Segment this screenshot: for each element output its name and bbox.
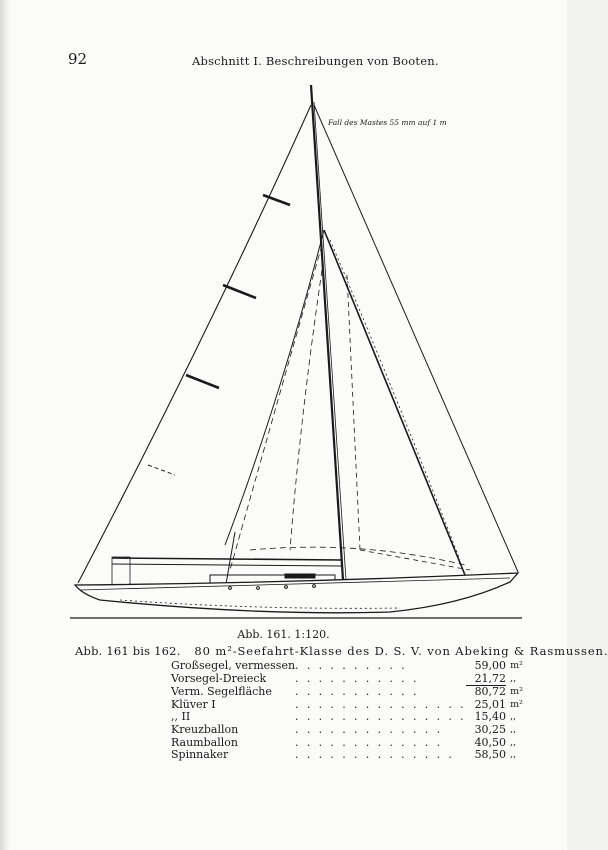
sail-name: Großsegel, vermessen xyxy=(171,659,296,672)
sail-value: 15,40 xyxy=(474,710,507,724)
sail-value: 80,72 xyxy=(474,685,507,699)
sail-plan-drawing xyxy=(60,80,530,625)
sail-name: Raumballon xyxy=(171,735,238,749)
sail-unit: m² xyxy=(510,698,523,710)
boom-end xyxy=(112,557,130,587)
sail-value: 25,01 xyxy=(474,697,507,711)
sail-name: Klüver I xyxy=(171,697,216,711)
batten-3 xyxy=(186,375,219,388)
jib-leech xyxy=(225,230,324,545)
sail-dots: . . . . . . . . . . . . . . xyxy=(295,748,455,762)
sail-unit: ,, xyxy=(510,711,517,723)
sail-row xyxy=(171,660,530,673)
sail-dots: . . . . . . . . . . . . . xyxy=(295,722,443,736)
boom-line xyxy=(112,558,342,560)
sail-dots: . . . . . . . . . . . . . . . xyxy=(295,710,467,724)
page-edge-shadow xyxy=(0,0,10,850)
sail-row xyxy=(171,724,530,737)
sail-row xyxy=(171,673,530,686)
sail-unit: ,, xyxy=(510,673,517,685)
mast-note: Fall des Mastes 55 mm auf 1 m xyxy=(328,118,447,127)
sail-dots: . . . . . . . . . . . . . . . xyxy=(295,697,467,711)
page-number: 92 xyxy=(68,50,88,68)
batten-4 xyxy=(148,465,175,475)
batten-2 xyxy=(223,285,256,298)
hull-outline xyxy=(75,573,518,613)
sail-name: Spinnaker xyxy=(171,748,229,762)
skylight xyxy=(285,574,315,578)
sail-unit: ,, xyxy=(510,736,517,748)
figure-title: 80 m²-Seefahrt-Klasse des D. S. V. von Abeking & Rasmussen. xyxy=(194,644,608,658)
sail-name: ,, II xyxy=(171,710,191,724)
spinnaker-luff-dashed xyxy=(347,275,360,550)
raumballon-dotted xyxy=(330,240,460,560)
sail-unit: ,, xyxy=(510,749,517,761)
sail-dots: . . . . . . . . . . xyxy=(295,659,408,672)
sail-dots: . . . . . . . . . . . . . xyxy=(295,735,443,749)
boom-lower-line xyxy=(112,564,342,566)
kreuzballon-dashed xyxy=(290,270,322,550)
sail-area-table xyxy=(171,660,530,762)
spinnaker-boom-dashed xyxy=(250,547,465,565)
mast-shadow-line xyxy=(314,102,346,580)
sail-value: 21,72 xyxy=(466,673,506,686)
sail-dots: . . . . . . . . . . . xyxy=(295,672,419,686)
sail-name: Kreuzballon xyxy=(171,722,239,736)
figure-range: Abb. 161 bis 162. xyxy=(75,644,181,658)
sail-name: Verm. Segelfläche xyxy=(171,685,272,699)
figure-title-line xyxy=(75,644,608,658)
sail-unit: m² xyxy=(510,686,523,698)
sail-value: 40,50 xyxy=(474,735,507,749)
sail-dots: . . . . . . . . . . . xyxy=(295,685,419,699)
sail-value: 30,25 xyxy=(474,722,507,736)
sail-row xyxy=(171,749,530,762)
running-head: Abschnitt I. Beschreibungen von Booten. xyxy=(192,54,439,68)
mainsail-leech xyxy=(78,105,311,583)
spinnaker-foot-dashed xyxy=(360,550,470,570)
sail-name: Vorsegel-Dreieck xyxy=(171,672,267,686)
sail-value: 59,00 xyxy=(474,659,507,672)
sail-row xyxy=(171,686,530,699)
forestay-line xyxy=(314,105,518,572)
sail-unit: m² xyxy=(510,660,523,671)
sail-unit: ,, xyxy=(510,723,517,735)
figure-caption: Abb. 161. 1:120. xyxy=(237,628,330,641)
sail-value: 58,50 xyxy=(474,748,507,762)
